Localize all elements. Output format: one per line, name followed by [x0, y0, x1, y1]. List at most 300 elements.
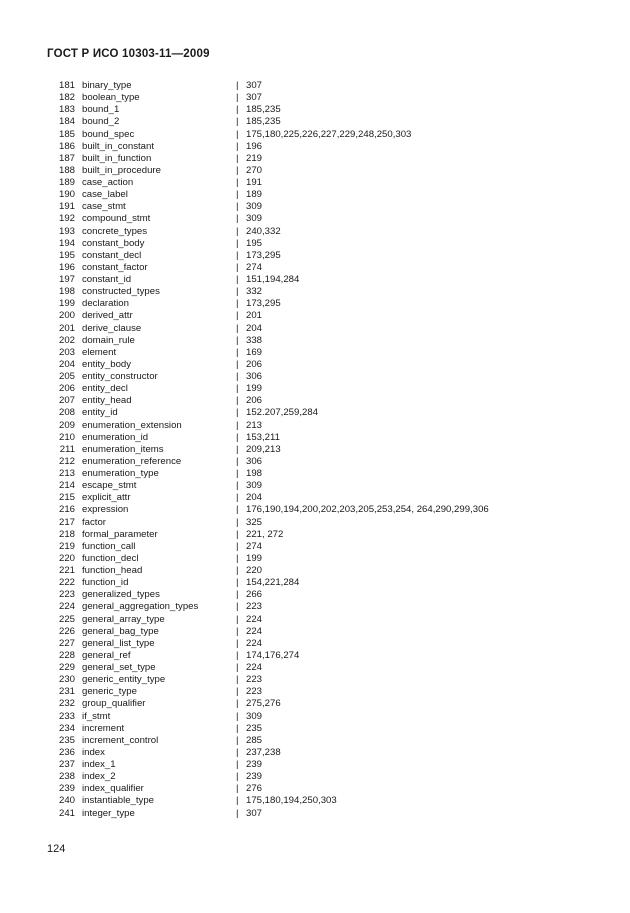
column-separator: |: [236, 734, 239, 746]
list-item: [0, 80, 630, 92]
rule-references: 173,295: [246, 249, 281, 261]
column-separator: |: [236, 152, 239, 164]
rule-number: 211: [59, 443, 75, 455]
rule-name: boolean_type: [82, 92, 140, 104]
list-item: [0, 420, 630, 432]
rule-name: concrete_types: [82, 225, 148, 237]
rule-name: integer_type: [82, 807, 135, 819]
list-item: [0, 601, 630, 613]
rule-name: enumeration_items: [82, 443, 164, 455]
list-item: [0, 529, 630, 541]
rule-number: 184: [58, 116, 75, 128]
list-item: [0, 359, 630, 371]
column-separator: |: [236, 710, 239, 722]
column-separator: |: [236, 807, 239, 819]
rule-number: 229: [58, 662, 75, 673]
rule-number: 189: [58, 177, 75, 188]
column-separator: |: [236, 504, 239, 516]
rule-name: expression: [82, 504, 129, 516]
column-separator: |: [236, 722, 239, 734]
rule-number: 214: [58, 480, 75, 492]
rule-references: 235: [246, 722, 263, 734]
rule-references: 237,238: [246, 746, 281, 758]
rule-number: 186: [58, 140, 75, 152]
rule-name: built_in_function: [82, 152, 152, 164]
rule-number: 185: [58, 128, 75, 140]
rule-name: built_in_procedure: [82, 164, 161, 176]
rule-references: 213: [246, 419, 263, 431]
rule-number: 225: [58, 613, 75, 625]
list-item: [0, 189, 630, 201]
rule-references: 195: [246, 237, 263, 249]
list-item: [0, 686, 630, 698]
rule-references: 153,211: [246, 431, 280, 443]
list-item: [0, 213, 630, 225]
rule-references: 239: [246, 759, 263, 770]
rule-name: function_call: [82, 540, 136, 552]
column-separator: |: [236, 552, 239, 564]
rule-name: compound_stmt: [82, 213, 151, 225]
rule-references: 185,235: [246, 116, 281, 128]
rule-name: bound_2: [82, 116, 120, 128]
list-item: [0, 626, 630, 638]
rule-references: 198: [246, 468, 263, 479]
rule-references: 223: [246, 601, 263, 613]
rule-references: 199: [246, 552, 263, 564]
rule-references: 169: [246, 346, 263, 358]
rule-name: generalized_types: [82, 589, 160, 601]
rule-references: 199: [246, 383, 263, 395]
column-separator: |: [236, 286, 239, 298]
column-separator: |: [236, 104, 239, 116]
column-separator: |: [236, 662, 239, 673]
rule-references: 220: [246, 565, 263, 576]
rule-references: 307: [246, 92, 263, 104]
rule-number: 221: [58, 565, 75, 576]
rule-name: constant_body: [82, 237, 145, 249]
rule-references: 204: [246, 492, 263, 504]
rule-name: entity_decl: [82, 383, 128, 395]
column-separator: |: [236, 128, 239, 140]
column-separator: |: [236, 237, 239, 249]
list-item: [0, 650, 630, 662]
syntax-cross-reference-list: [0, 80, 630, 820]
rule-name: group_qualifier: [82, 698, 146, 710]
list-item: [0, 407, 630, 419]
column-separator: |: [236, 455, 239, 467]
rule-references: 276: [246, 783, 263, 795]
rule-references: 206: [246, 358, 263, 370]
rule-number: 203: [58, 346, 75, 358]
rule-number: 182: [58, 92, 75, 104]
column-separator: |: [236, 274, 239, 285]
column-separator: |: [236, 698, 239, 710]
rule-number: 219: [58, 540, 75, 552]
rule-name: explicit_attr: [82, 492, 131, 504]
rule-references: 204: [246, 322, 263, 334]
rule-references: 151,194,284: [246, 274, 300, 285]
rule-name: entity_body: [82, 358, 132, 370]
list-item: [0, 771, 630, 783]
rule-number: 194: [58, 237, 75, 249]
column-separator: |: [236, 322, 239, 334]
column-separator: |: [236, 431, 239, 443]
column-separator: |: [236, 116, 239, 128]
list-item: [0, 759, 630, 771]
list-item: [0, 165, 630, 177]
rule-number: 234: [58, 722, 75, 734]
rule-name: index: [82, 746, 105, 758]
rule-number: 213: [58, 468, 75, 479]
column-separator: |: [236, 674, 239, 686]
list-item: [0, 226, 630, 238]
rule-name: general_array_type: [82, 613, 165, 625]
column-separator: |: [236, 468, 239, 479]
rule-name: enumeration_id: [82, 431, 149, 443]
list-item: [0, 395, 630, 407]
rule-references: 338: [246, 334, 263, 346]
rule-references: 266: [246, 589, 263, 601]
rule-name: entity_id: [82, 407, 118, 419]
rule-references: 185,235: [246, 104, 281, 116]
rule-name: built_in_constant: [82, 140, 155, 152]
list-item: [0, 674, 630, 686]
rule-name: case_action: [82, 177, 134, 188]
rule-name: element: [82, 346, 117, 358]
list-item: [0, 468, 630, 480]
rule-references: 309: [246, 201, 263, 213]
rule-references: 224: [246, 662, 263, 673]
rule-name: generic_type: [82, 686, 137, 698]
rule-references: 274: [246, 261, 263, 273]
rule-name: general_list_type: [82, 637, 155, 649]
column-separator: |: [236, 528, 239, 540]
rule-references: 239: [246, 771, 263, 783]
rule-number: 237: [58, 759, 75, 770]
rule-references: 175,180,194,250,303: [246, 795, 337, 807]
rule-number: 226: [58, 625, 75, 637]
column-separator: |: [236, 637, 239, 649]
rule-references: 270: [246, 164, 263, 176]
column-separator: |: [236, 164, 239, 176]
list-item: [0, 480, 630, 492]
rule-name: bound_1: [82, 104, 120, 116]
column-separator: |: [236, 298, 239, 310]
rule-name: constructed_types: [82, 286, 160, 298]
rule-name: index_qualifier: [82, 783, 144, 795]
column-separator: |: [236, 371, 239, 382]
rule-references: 174,176,274: [246, 649, 300, 661]
rule-number: 207: [58, 395, 75, 407]
list-item: [0, 141, 630, 153]
rule-references: 223: [246, 686, 263, 698]
list-item: [0, 492, 630, 504]
column-separator: |: [236, 613, 239, 625]
column-separator: |: [236, 177, 239, 188]
rule-name: increment: [82, 722, 125, 734]
rule-references: 173,295: [246, 298, 281, 310]
rule-name: function_head: [82, 565, 143, 576]
column-separator: |: [236, 783, 239, 795]
rule-name: bound_spec: [82, 128, 135, 140]
rule-number: 232: [58, 698, 75, 710]
rule-name: enumeration_type: [82, 468, 159, 479]
rule-name: instantiable_type: [82, 795, 155, 807]
rule-references: 206: [246, 395, 263, 407]
list-item: [0, 735, 630, 747]
rule-references: 219: [246, 152, 263, 164]
list-item: [0, 698, 630, 710]
list-item: [0, 274, 630, 286]
rule-number: 196: [58, 261, 75, 273]
list-item: [0, 347, 630, 359]
list-item: [0, 456, 630, 468]
rule-name: if_stmt: [82, 710, 111, 722]
rule-number: 208: [58, 407, 75, 419]
rule-name: enumeration_reference: [82, 455, 182, 467]
list-item: [0, 589, 630, 601]
column-separator: |: [236, 383, 239, 395]
list-item: [0, 383, 630, 395]
rule-references: 240,332: [246, 225, 281, 237]
rule-number: 183: [58, 104, 75, 116]
rule-number: 212: [58, 455, 75, 467]
list-item: [0, 783, 630, 795]
rule-name: general_aggregation_types: [82, 601, 199, 613]
page-header: ГОСТ Р ИСО 10303-11—2009: [47, 48, 210, 60]
rule-name: constant_id: [82, 274, 132, 285]
rule-number: 191: [58, 201, 75, 213]
list-item: [0, 92, 630, 104]
list-item: [0, 201, 630, 213]
column-separator: |: [236, 759, 239, 770]
column-separator: |: [236, 686, 239, 698]
list-item: [0, 553, 630, 565]
rule-name: entity_constructor: [82, 371, 158, 382]
rule-number: 216: [58, 504, 75, 516]
rule-name: formal_parameter: [82, 528, 158, 540]
rule-name: derived_attr: [82, 310, 133, 322]
rule-references: 201: [246, 310, 263, 322]
list-item: [0, 614, 630, 626]
column-separator: |: [236, 625, 239, 637]
rule-references: 154,221,284: [246, 577, 300, 589]
rule-references: 224: [246, 625, 263, 637]
rule-name: enumeration_extension: [82, 419, 182, 431]
column-separator: |: [236, 225, 239, 237]
rule-number: 220: [58, 552, 75, 564]
rule-number: 210: [58, 431, 75, 443]
list-item: [0, 747, 630, 759]
list-item: [0, 323, 630, 335]
list-item: [0, 711, 630, 723]
rule-number: 204: [58, 358, 75, 370]
rule-number: 197: [58, 274, 75, 285]
column-separator: |: [236, 540, 239, 552]
rule-references: 325: [246, 516, 263, 528]
rule-number: 205: [58, 371, 75, 382]
rule-references: 189: [246, 189, 263, 201]
column-separator: |: [236, 771, 239, 783]
column-separator: |: [236, 189, 239, 201]
column-separator: |: [236, 577, 239, 589]
page-number: 124: [47, 843, 66, 855]
rule-references: 209,213: [246, 443, 281, 455]
rule-number: 231: [58, 686, 75, 698]
rule-number: 235: [58, 734, 75, 746]
column-separator: |: [236, 358, 239, 370]
column-separator: |: [236, 346, 239, 358]
rule-name: entity_head: [82, 395, 132, 407]
rule-references: 285: [246, 734, 263, 746]
column-separator: |: [236, 492, 239, 504]
column-separator: |: [236, 746, 239, 758]
list-item: [0, 286, 630, 298]
rule-number: 218: [58, 528, 75, 540]
rule-number: 224: [58, 601, 75, 613]
column-separator: |: [236, 334, 239, 346]
rule-number: 200: [58, 310, 75, 322]
rule-name: case_label: [82, 189, 128, 201]
rule-name: index_1: [82, 759, 116, 770]
list-item: [0, 371, 630, 383]
rule-references: 307: [246, 80, 263, 91]
rule-references: 306: [246, 371, 263, 382]
column-separator: |: [236, 419, 239, 431]
rule-name: declaration: [82, 298, 129, 310]
list-item: [0, 298, 630, 310]
list-item: [0, 504, 630, 516]
rule-number: 236: [58, 746, 75, 758]
rule-references: 223: [246, 674, 263, 686]
list-item: [0, 795, 630, 807]
rule-number: 215: [58, 492, 75, 504]
rule-number: 198: [58, 286, 75, 298]
list-item: [0, 432, 630, 444]
rule-number: 240: [58, 795, 75, 807]
column-separator: |: [236, 565, 239, 576]
list-item: [0, 310, 630, 322]
rule-references: 309: [246, 710, 263, 722]
list-item: [0, 250, 630, 262]
rule-number: 228: [58, 649, 75, 661]
rule-number: 239: [58, 783, 75, 795]
rule-references: 224: [246, 637, 263, 649]
rule-name: binary_type: [82, 80, 132, 91]
column-separator: |: [236, 395, 239, 407]
rule-number: 230: [58, 674, 75, 686]
rule-references: 152.207,259,284: [246, 407, 319, 419]
list-item: [0, 104, 630, 116]
rule-number: 201: [58, 322, 75, 334]
rule-name: general_bag_type: [82, 625, 159, 637]
rule-name: domain_rule: [82, 334, 135, 346]
rule-references: 176,190,194,200,202,203,205,253,254, 264,290,299,306: [246, 504, 489, 516]
column-separator: |: [236, 310, 239, 322]
rule-name: generic_entity_type: [82, 674, 166, 686]
rule-number: 241: [58, 807, 75, 819]
rule-number: 217: [58, 516, 75, 528]
column-separator: |: [236, 589, 239, 601]
column-separator: |: [236, 443, 239, 455]
rule-references: 196: [246, 140, 263, 152]
column-separator: |: [236, 201, 239, 213]
rule-name: index_2: [82, 771, 116, 783]
column-separator: |: [236, 249, 239, 261]
column-separator: |: [236, 140, 239, 152]
rule-number: 188: [58, 164, 75, 176]
column-separator: |: [236, 261, 239, 273]
rule-name: escape_stmt: [82, 480, 137, 492]
rule-references: 274: [246, 540, 263, 552]
rule-number: 206: [58, 383, 75, 395]
rule-number: 193: [58, 225, 75, 237]
rule-number: 195: [58, 249, 75, 261]
rule-number: 199: [58, 298, 75, 310]
rule-name: general_ref: [82, 649, 131, 661]
rule-name: function_id: [82, 577, 129, 589]
list-item: [0, 662, 630, 674]
list-item: [0, 116, 630, 128]
list-item: [0, 444, 630, 456]
rule-references: 307: [246, 807, 263, 819]
rule-references: 332: [246, 286, 263, 298]
rule-number: 238: [58, 771, 75, 783]
column-separator: |: [236, 407, 239, 419]
list-item: [0, 262, 630, 274]
rule-name: factor: [82, 516, 106, 528]
list-item: [0, 541, 630, 553]
list-item: [0, 177, 630, 189]
column-separator: |: [236, 795, 239, 807]
list-item: [0, 129, 630, 141]
column-separator: |: [236, 213, 239, 225]
list-item: [0, 517, 630, 529]
rule-number: 233: [58, 710, 75, 722]
rule-number: 222: [58, 577, 75, 589]
rule-number: 192: [58, 213, 75, 225]
rule-number: 227: [58, 637, 75, 649]
rule-name: derive_clause: [82, 322, 142, 334]
list-item: [0, 335, 630, 347]
list-item: [0, 638, 630, 650]
list-item: [0, 153, 630, 165]
list-item: [0, 565, 630, 577]
column-separator: |: [236, 480, 239, 492]
rule-name: function_decl: [82, 552, 139, 564]
rule-references: 224: [246, 613, 263, 625]
rule-references: 175,180,225,226,227,229,248,250,303: [246, 128, 412, 140]
rule-number: 181: [58, 80, 75, 91]
rule-name: general_set_type: [82, 662, 156, 673]
rule-references: 191: [246, 177, 263, 188]
column-separator: |: [236, 80, 239, 91]
rule-name: constant_factor: [82, 261, 148, 273]
column-separator: |: [236, 601, 239, 613]
rule-number: 187: [58, 152, 75, 164]
rule-references: 306: [246, 455, 263, 467]
rule-name: case_stmt: [82, 201, 126, 213]
rule-number: 202: [58, 334, 75, 346]
rule-number: 209: [58, 419, 75, 431]
column-separator: |: [236, 92, 239, 104]
rule-references: 309: [246, 480, 263, 492]
rule-references: 275,276: [246, 698, 281, 710]
list-item: [0, 238, 630, 250]
column-separator: |: [236, 516, 239, 528]
column-separator: |: [236, 649, 239, 661]
rule-name: constant_decl: [82, 249, 142, 261]
